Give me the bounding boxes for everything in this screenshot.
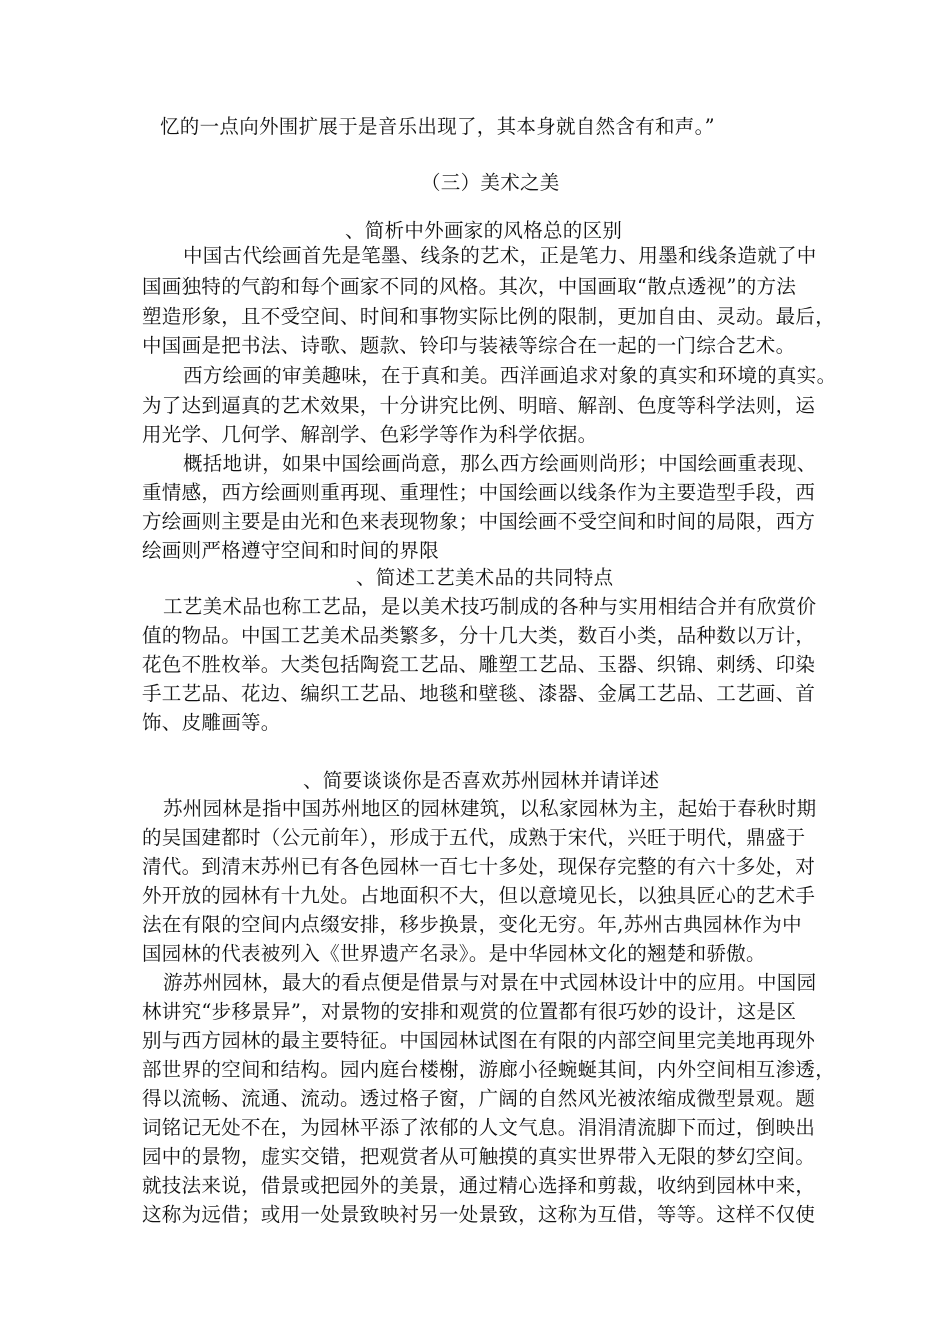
- text-line: 中国画是把书法、诗歌、题款、铃印与装裱等综合在一起的一门综合艺术。: [142, 334, 796, 357]
- subsection-heading: 、简要谈谈你是否喜欢苏州园林并请详述: [303, 769, 660, 792]
- text-line: 忆的一点向外围扩展于是音乐出现了，其本身就自然含有和声。”: [160, 115, 715, 138]
- section-heading: （三）美术之美: [421, 171, 560, 194]
- text-line: 花色不胜枚举。大类包括陶瓷工艺品、雕塑工艺品、玉器、织锦、刺绣、印染: [142, 653, 816, 676]
- text-line: 工艺美术品也称工艺品，是以美术技巧制成的各种与实用相结合并有欣赏价: [163, 595, 817, 618]
- text-line: 林讲究“步移景异”，对景物的安排和观赏的位置都有很巧妙的设计，这是区: [142, 1000, 797, 1023]
- text-line: 方绘画则主要是由光和色来表现物象；中国绘画不受空间和时间的局限，西方: [142, 510, 816, 533]
- text-line: 的吴国建都时（公元前年），形成于五代，成熟于宋代，兴旺于明代，鼎盛于: [142, 826, 806, 849]
- text-line: 绘画则严格遵守空间和时间的界限: [142, 539, 440, 562]
- text-line: 用光学、几何学、解剖学、色彩学等作为科学依据。: [142, 423, 598, 446]
- text-line: 法在有限的空间内点缀安排，移步换景，变化无穷。年,苏州古典园林作为中: [142, 913, 802, 936]
- text-line: 饰、皮雕画等。: [142, 711, 281, 734]
- text-line: 清代。到清末苏州已有各色园林一百七十多处，现保存完整的有六十多处，对: [142, 855, 816, 878]
- text-line: 值的物品。中国工艺美术品类繁多，分十几大类，数百小类，品种数以万计，: [142, 624, 816, 647]
- subsection-heading: 、简述工艺美术品的共同特点: [356, 566, 614, 589]
- text-line: 部世界的空间和结构。园内庭台楼榭，游廊小径蜿蜒其间，内外空间相互渗透，: [142, 1058, 836, 1081]
- text-line: 别与西方园林的最主要特征。中国园林试图在有限的内部空间里完美地再现外: [142, 1029, 816, 1052]
- text-line: 外开放的园林有十九处。占地面积不大，但以意境见长，以独具匠心的艺术手: [142, 884, 816, 907]
- text-line: 这称为远借；或用一处景致映衬另一处景致，这称为互借，等等。这样不仅使: [142, 1203, 816, 1226]
- text-line: 中国古代绘画首先是笔墨、线条的艺术，正是笔力、用墨和线条造就了中: [183, 244, 817, 267]
- text-line: 为了达到逼真的艺术效果，十分讲究比例、明暗、解剖、色度等科学法则，运: [142, 394, 816, 417]
- text-line: 得以流畅、流通、流动。透过格子窗，广阔的自然风光被浓缩成微型景观。题: [142, 1087, 816, 1110]
- text-line: 苏州园林是指中国苏州地区的园林建筑，以私家园林为主，起始于春秋时期: [163, 797, 817, 820]
- text-line: 游苏州园林，最大的看点便是借景与对景在中式园林设计中的应用。中国园: [163, 971, 817, 994]
- text-line: 概括地讲，如果中国绘画尚意，那么西方绘画则尚形；中国绘画重表现、: [183, 452, 817, 475]
- text-line: 词铭记无处不在，为园林平添了浓郁的人文气息。涓涓清流脚下而过，倒映出: [142, 1116, 816, 1139]
- text-line: 西方绘画的审美趣味，在于真和美。西洋画追求对象的真实和环境的真实。: [183, 364, 837, 387]
- subsection-heading: 、简析中外画家的风格总的区别: [345, 219, 623, 242]
- text-line: 国画独特的气韵和每个画家不同的风格。其次，中国画取“散点透视”的方法: [142, 275, 797, 298]
- text-line: 园中的景物，虚实交错，把观赏者从可触摸的真实世界带入无限的梦幻空间。: [142, 1145, 816, 1168]
- text-line: 就技法来说，借景或把园外的美景，通过精心选择和剪裁，收纳到园林中来，: [142, 1174, 816, 1197]
- text-line: 塑造形象，且不受空间、时间和事物实际比例的限制，更加自由、灵动。最后，: [142, 305, 836, 328]
- text-line: 手工艺品、花边、编织工艺品、地毯和壁毯、漆器、金属工艺品、工艺画、首: [142, 682, 816, 705]
- text-line: 国园林的代表被列入《世界遗产名录》。是中华园林文化的翘楚和骄傲。: [142, 942, 766, 965]
- text-line: 重情感，西方绘画则重再现、重理性；中国绘画以线条作为主要造型手段，西: [142, 481, 816, 504]
